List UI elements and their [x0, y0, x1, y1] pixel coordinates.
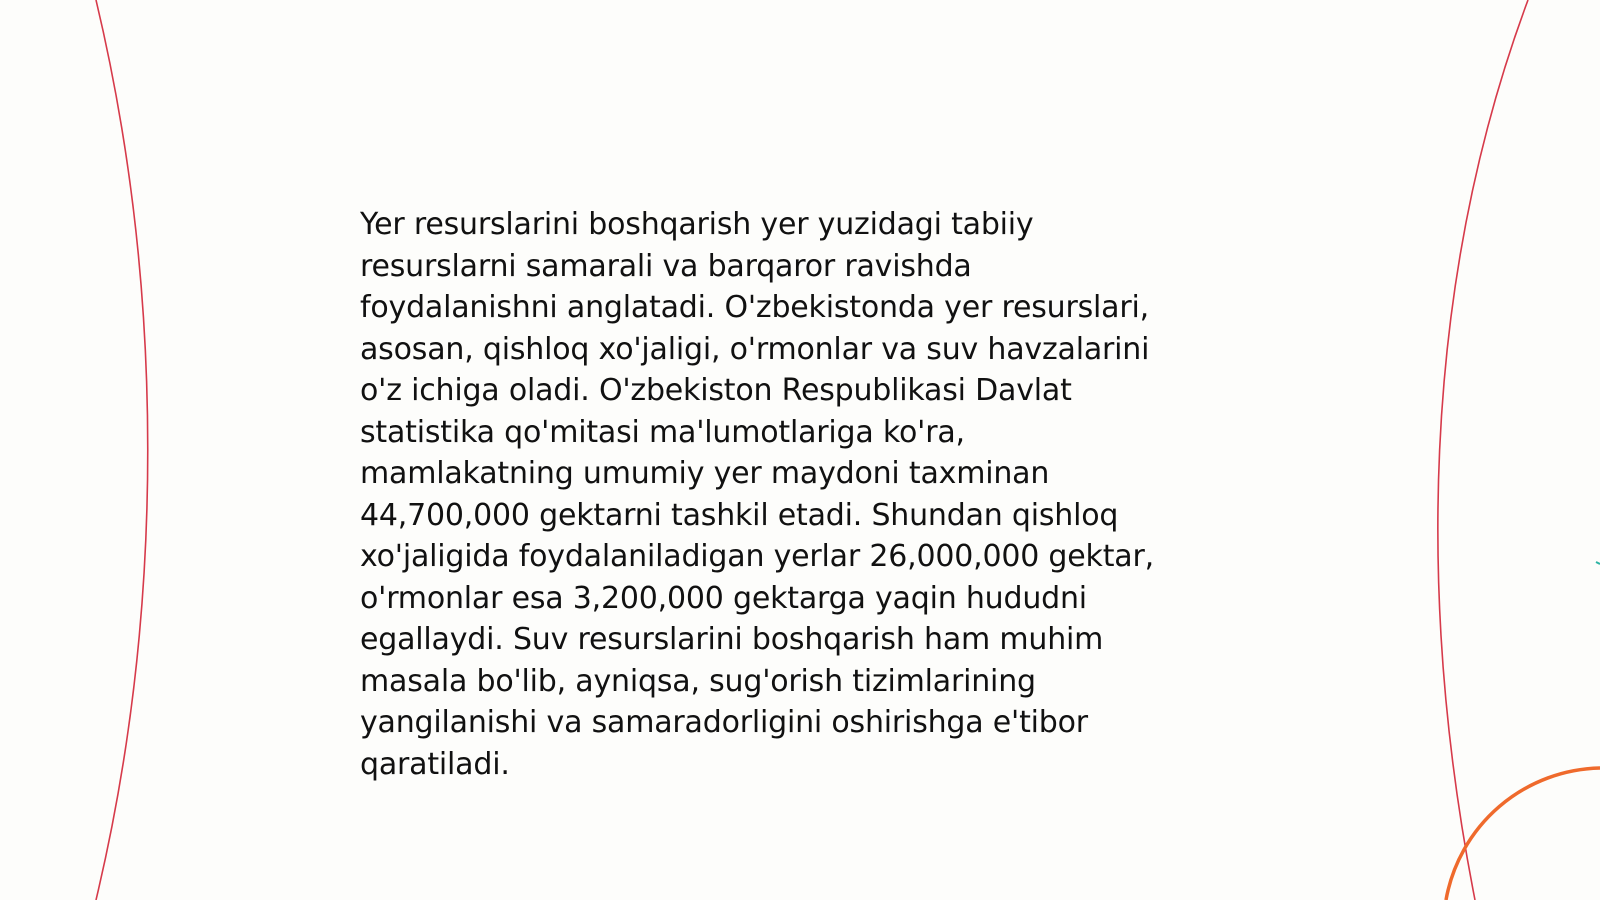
right-arc-line: [1438, 0, 1528, 900]
left-arc-line: [96, 0, 148, 900]
teal-edge-mark: [1596, 562, 1600, 564]
slide-body-text: Yer resurslarini boshqarish yer yuzidagi tabiiy resurslarni samarali va barqaror ravishda foydalanishni anglatadi. O'zbekistonda yer resurslari, asosan, qishloq xo'jaligi, o'rmonlar va suv havzalarini o'z ichiga oladi. O'zbekiston Respublikasi Davlat statistika qo'mitasi ma'lumotlariga ko'ra, mamlakatning umumiy yer maydoni taxminan 44,700,000 gektarni tashkil etadi. Shundan qishloq xo'jaligida foydalaniladigan yerlar 26,000,000 gektar, o'rmonlar esa 3,200,000 gektarga yaqin hududni egallaydi. Suv resurslarini boshqarish ham muhim masala bo'lib, ayniqsa, sug'orish tizimlarining yangilanishi va samaradorligini oshirishga e'tibor qaratiladi.: [360, 207, 1154, 782]
corner-circle-outline: [1446, 768, 1600, 900]
